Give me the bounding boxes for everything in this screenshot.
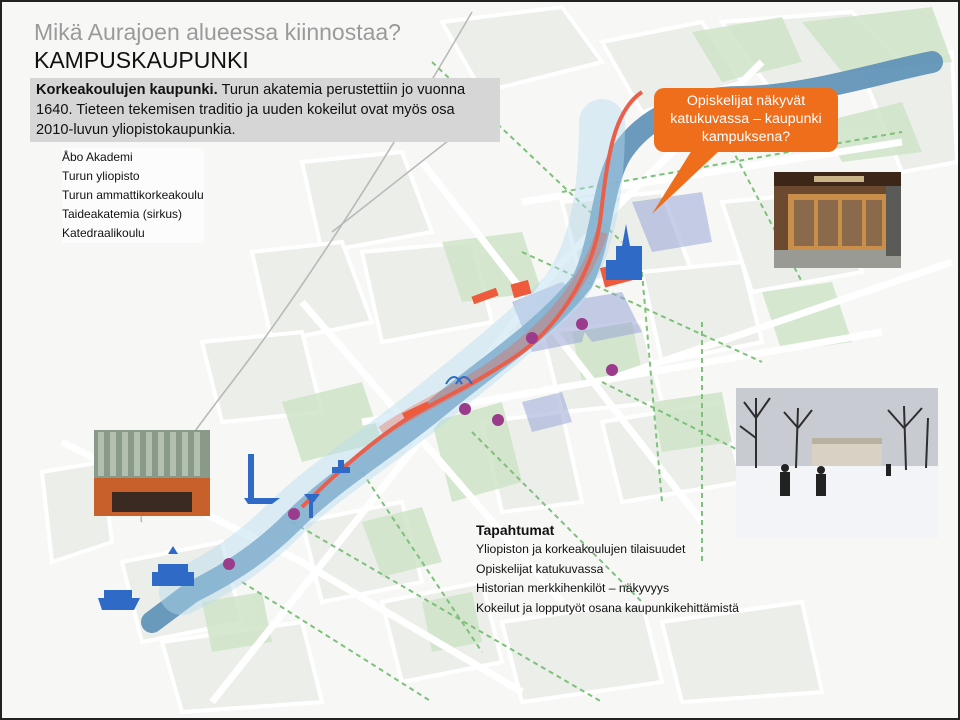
heading-title: KAMPUSKAUPUNKI xyxy=(34,47,249,73)
callout-line2: katukuvassa – kaupunki xyxy=(670,111,822,127)
intro-bold: Korkeakoulujen kaupunki. xyxy=(36,82,218,98)
photo-university-entrance xyxy=(774,172,901,268)
photo-snowy-park xyxy=(736,388,938,538)
intro-line1: Turun akatemia perustettiin jo vuonna xyxy=(217,82,466,98)
events-title: Tapahtumat xyxy=(476,522,555,538)
heading-question: Mikä Aurajoen alueessa kiinnostaa? xyxy=(34,19,401,45)
callout-line3: kampuksena? xyxy=(701,129,791,145)
institution-list xyxy=(62,148,204,243)
event-item: Opiskelijat katukuvassa xyxy=(476,561,604,576)
institution-item: Taideakatemia (sirkus) xyxy=(62,205,204,224)
photo-art-academy-building xyxy=(94,430,210,516)
institution-item: Turun yliopisto xyxy=(62,167,204,186)
heading xyxy=(34,18,401,74)
event-item: Yliopiston ja korkeakoulujen tilaisuudet xyxy=(476,542,686,556)
event-item: Historian merkkihenkilöt – näkyvyys xyxy=(476,581,670,595)
intro-box xyxy=(30,78,500,142)
intro-line3: 2010-luvun yliopistokaupunkia. xyxy=(36,122,236,138)
callout-bubble xyxy=(654,88,838,152)
callout-line1: Opiskelijat näkyvät xyxy=(686,93,806,109)
intro-line2: 1640. Tieteen tekemisen traditio ja uuden kokeilut ovat myös osa xyxy=(36,102,455,118)
institution-item: Katedraalikoulu xyxy=(62,224,204,243)
institution-item: Turun ammattikorkeakoulu xyxy=(62,186,204,205)
event-item: Kokeilut ja lopputyöt osana kaupunkikehittämistä xyxy=(476,600,739,615)
events-panel xyxy=(476,520,776,618)
institution-item: Åbo Akademi xyxy=(62,148,204,167)
